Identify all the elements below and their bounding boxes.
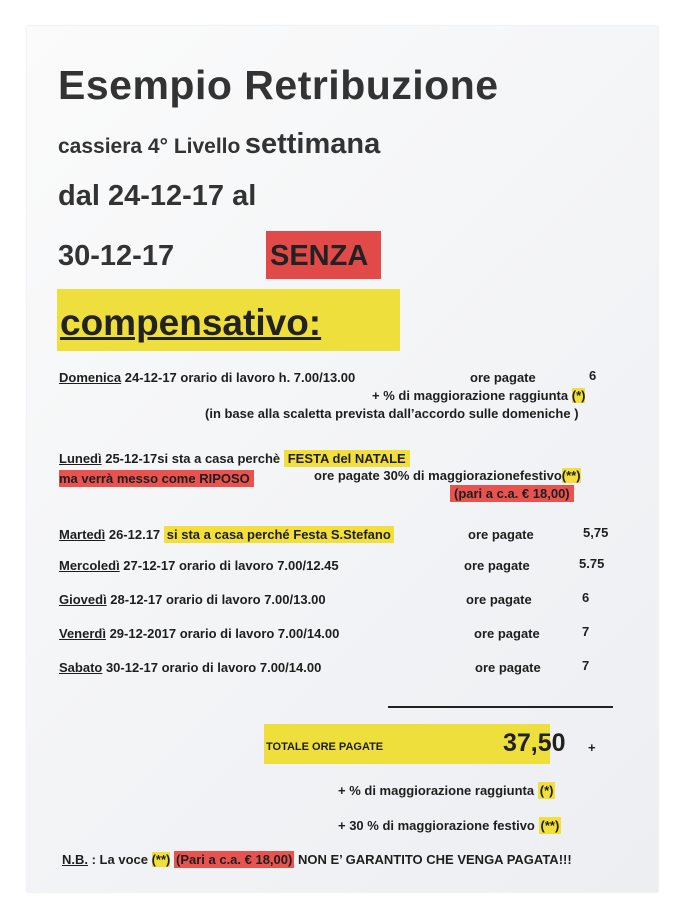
total-label: TOTALE ORE PAGATE — [266, 741, 384, 753]
lunedi-ore — [314, 468, 581, 483]
lunedi-pari-text: (pari a c.a. € 18,00) — [450, 485, 574, 502]
lunedi-line — [59, 451, 410, 466]
weekday-ore-label: ore pagate — [475, 660, 541, 675]
total-plus: + — [588, 740, 596, 755]
lunedi-day: Lunedì — [59, 451, 102, 466]
weekday-day: Sabato — [59, 660, 103, 675]
total-value: 37,50 — [503, 729, 566, 757]
domenica-maggiorazione-text: + % di maggiorazione raggiunta — [372, 388, 569, 403]
subtitle-role: cassiera 4° Livello — [58, 135, 241, 158]
weekday-text: 29-12-2017 orario di lavoro 7.00/14.00 — [105, 626, 340, 641]
domenica-ore-label: ore pagate — [470, 370, 536, 385]
domenica-line — [59, 370, 355, 385]
weekday-ore-value: 7 — [582, 624, 590, 639]
extra-festivo — [338, 818, 561, 833]
dates-line-1: dal 24-12-17 al — [58, 180, 257, 212]
page-title: Esempio Retribuzione — [58, 62, 499, 108]
lunedi-pari — [450, 486, 574, 501]
domenica-text: 24-12-17 orario di lavoro h. 7.00/13.00 — [121, 370, 356, 385]
weekday-ore-label: ore pagate — [468, 527, 534, 542]
weekday-ore-label: ore pagate — [464, 558, 530, 573]
domenica-day: Domenica — [59, 370, 122, 385]
weekday-ore-value: 7 — [582, 658, 590, 673]
extra1-mark: (*) — [539, 783, 554, 798]
weekday-row — [59, 626, 339, 641]
weekday-row — [59, 558, 339, 573]
weekday-text: 28-12-17 orario di lavoro 7.00/13.00 — [106, 592, 326, 607]
weekday-day: Venerdì — [59, 626, 106, 641]
weekday-ore-label: ore pagate — [474, 626, 540, 641]
domenica-ore-value: 6 — [589, 368, 597, 383]
compensativo-label: compensativo: — [60, 302, 322, 343]
weekday-row — [59, 660, 321, 675]
domenica-maggiorazione — [372, 388, 585, 403]
weekday-ore-value: 5.75 — [579, 556, 605, 571]
nb-line — [62, 852, 572, 867]
extra1-text: + % di maggiorazione raggiunta — [338, 783, 535, 798]
weekday-day: Martedì — [59, 527, 106, 542]
weekday-row — [59, 592, 326, 607]
extra2-text: + 30 % di maggiorazione festivo — [338, 818, 535, 833]
subtitle — [58, 128, 380, 161]
festa-natale: FESTA del NATALE — [284, 450, 410, 467]
nb-label: N.B. — [62, 852, 88, 867]
lunedi-mark: (**) — [561, 468, 581, 483]
nb-pari: (Pari a c.a. € 18,00) — [175, 852, 293, 867]
weekday-day: Giovedì — [59, 592, 107, 607]
weekday-day: Mercoledì — [59, 558, 120, 573]
weekday-text: 26-12.17 — [105, 527, 164, 542]
weekday-ore-label: ore pagate — [466, 592, 532, 607]
subtitle-week: settimana — [244, 128, 381, 160]
lunedi-text: 25-12-17si sta a casa perchè — [101, 451, 284, 466]
weekday-highlight: si sta a casa perché Festa S.Stefano — [164, 526, 394, 543]
total-rule — [388, 706, 613, 708]
nb-mark: (**) — [151, 852, 171, 867]
weekday-ore-value: 5,75 — [583, 525, 609, 540]
weekday-row — [59, 527, 394, 542]
nb-text2: NON E’ GARANTITO CHE VENGA PAGATA!!! — [294, 852, 572, 867]
weekday-text: 27-12-17 orario di lavoro 7.00/12.45 — [119, 558, 339, 573]
weekday-text: 30-12-17 orario di lavoro 7.00/14.00 — [102, 660, 322, 675]
lunedi-riposo — [59, 471, 254, 486]
extra-maggiorazione — [338, 783, 555, 798]
domenica-mark: (*) — [571, 388, 586, 403]
lunedi-ore-text: ore pagate 30% di maggiorazionefestivo — [314, 468, 562, 483]
extra2-mark: (**) — [540, 818, 560, 833]
domenica-note: (in base alla scaletta prevista dall’accordo sulle domeniche ) — [205, 406, 579, 421]
dates-line-2: 30-12-17 — [58, 240, 175, 272]
senza-label: SENZA — [270, 240, 369, 272]
riposo-text: ma verrà messo come RIPOSO — [59, 470, 254, 487]
nb-text1: : La voce — [88, 852, 152, 867]
weekday-ore-value: 6 — [582, 590, 590, 605]
